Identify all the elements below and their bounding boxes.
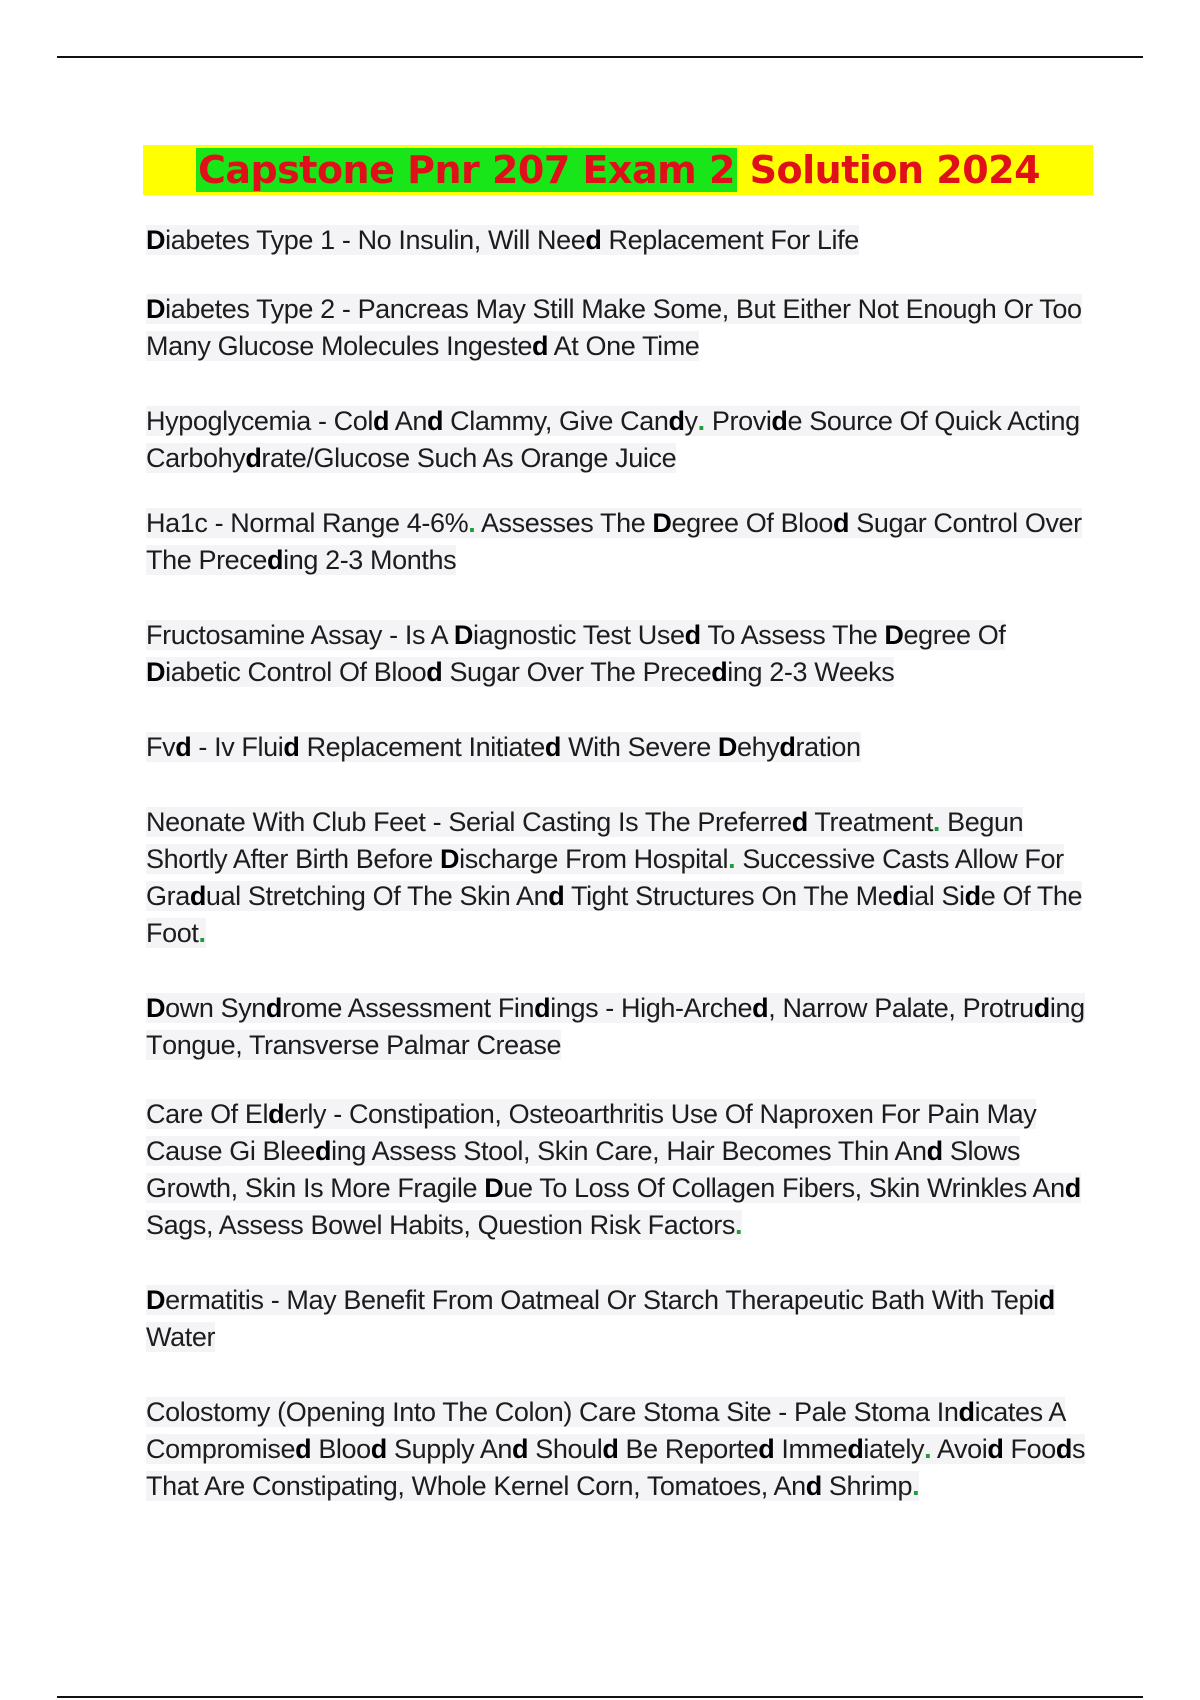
entry-term: Diabetes Type 2 [146, 294, 335, 324]
entry [146, 1394, 1086, 1505]
entry [146, 617, 1086, 691]
entry-separator: - [263, 1285, 287, 1315]
entry [146, 990, 1086, 1064]
entry-definition: Serial Casting Is The Preferred Treatment. Begun Shortly After Birth Before Discharge From Hospital. Successive Casts Allow For Gradual Stretching Of The Skin And Tight Structures On The Medial Side Of The Foot. [146, 807, 1083, 948]
entry-list [146, 222, 1086, 1505]
entry-term: Diabetes Type 1 [146, 225, 335, 255]
entry-definition: May Benefit From Oatmeal Or Starch Therapeutic Bath With Tepid Water [146, 1285, 1055, 1352]
entry [146, 222, 1086, 259]
entry-term: Ha1c [146, 508, 208, 538]
entry-separator: - [207, 508, 231, 538]
entry-separator: - [191, 732, 215, 762]
title-highlighted: Capstone Pnr 207 Exam 2 [197, 148, 735, 192]
entry-term: Fvd [146, 732, 192, 762]
entry-text [146, 508, 1082, 575]
entry-definition: Constipation, Osteoarthritis Use Of Naproxen For Pain May Cause Gi Bleeding Assess Stool, Skin Care, Hair Becomes Thin And Slows Growth, Skin Is More Fragile Due To Loss Of Collagen Fibers, Skin Wrinkles And Sags, Assess Bowel Habits, Question Risk Factors. [146, 1099, 1081, 1240]
entry-separator: - [425, 807, 449, 837]
entry-definition: Is A Diagnostic Test Used To Assess The Degree Of Diabetic Control Of Blood Sugar Over The Preceding 2-3 Weeks [146, 620, 1006, 687]
top-rule [57, 56, 1143, 58]
entry-definition: Pale Stoma Indicates A Compromised Blood Supply And Should Be Reported Immediately. Avoid Foods That Are Constipating, Whole Kernel Corn, Tomatoes, And Shrimp. [146, 1397, 1086, 1501]
entry-definition: Iv Fluid Replacement Initiated With Severe Dehydration [214, 732, 861, 762]
entry-text [146, 1397, 1085, 1501]
title-banner [143, 145, 1093, 195]
entry-separator: - [310, 406, 334, 436]
entry-text [146, 1285, 1055, 1352]
entry [146, 403, 1086, 477]
entry-term: Care Of Elderly [146, 1099, 327, 1129]
entry-text [146, 294, 1082, 361]
entry-term: Colostomy (Opening Into The Colon) Care Stoma Site [146, 1397, 772, 1427]
entry-separator: - [334, 225, 358, 255]
entry-term: Hypoglycemia [146, 406, 311, 436]
entry [146, 1282, 1086, 1356]
entry-term: Neonate With Club Feet [146, 807, 426, 837]
entry-text [146, 993, 1085, 1060]
document-title [196, 146, 1040, 194]
title-rest: Solution 2024 [749, 148, 1041, 192]
entry-text [146, 406, 1080, 473]
entry-separator: - [326, 1099, 349, 1129]
entry-definition: Normal Range 4-6%. Assesses The Degree Of Blood Sugar Control Over The Preceding 2-3 Months [146, 508, 1082, 575]
entry-separator: - [382, 620, 405, 650]
bottom-rule [57, 1696, 1143, 1698]
entry-term: Dermatitis [146, 1285, 264, 1315]
entry-text [146, 807, 1082, 948]
entry-separator: - [334, 294, 358, 324]
entry-separator: - [771, 1397, 794, 1427]
entry [146, 729, 1086, 766]
entry-definition: Pancreas May Still Make Some, But Either Not Enough Or Too Many Glucose Molecules Ingested At One Time [146, 294, 1082, 361]
entry-text [146, 732, 861, 762]
entry-definition: High-Arched, Narrow Palate, Protruding Tongue, Transverse Palmar Crease [146, 993, 1085, 1060]
entry-term: Down Syndrome Assessment Findings [146, 993, 599, 1023]
entry [146, 291, 1086, 365]
entry-definition: No Insulin, Will Need Replacement For Life [357, 225, 859, 255]
entry-text [146, 225, 859, 255]
entry-text [146, 620, 1005, 687]
entry [146, 1096, 1086, 1244]
entry-separator: - [598, 993, 621, 1023]
entry [146, 505, 1086, 579]
entry-definition: Cold And Clammy, Give Candy. Provide Source Of Quick Acting Carbohydrate/Glucose Such As Orange Juice [146, 406, 1080, 473]
entry-text [146, 1099, 1081, 1240]
entry [146, 804, 1086, 952]
entry-term: Fructosamine Assay [146, 620, 383, 650]
